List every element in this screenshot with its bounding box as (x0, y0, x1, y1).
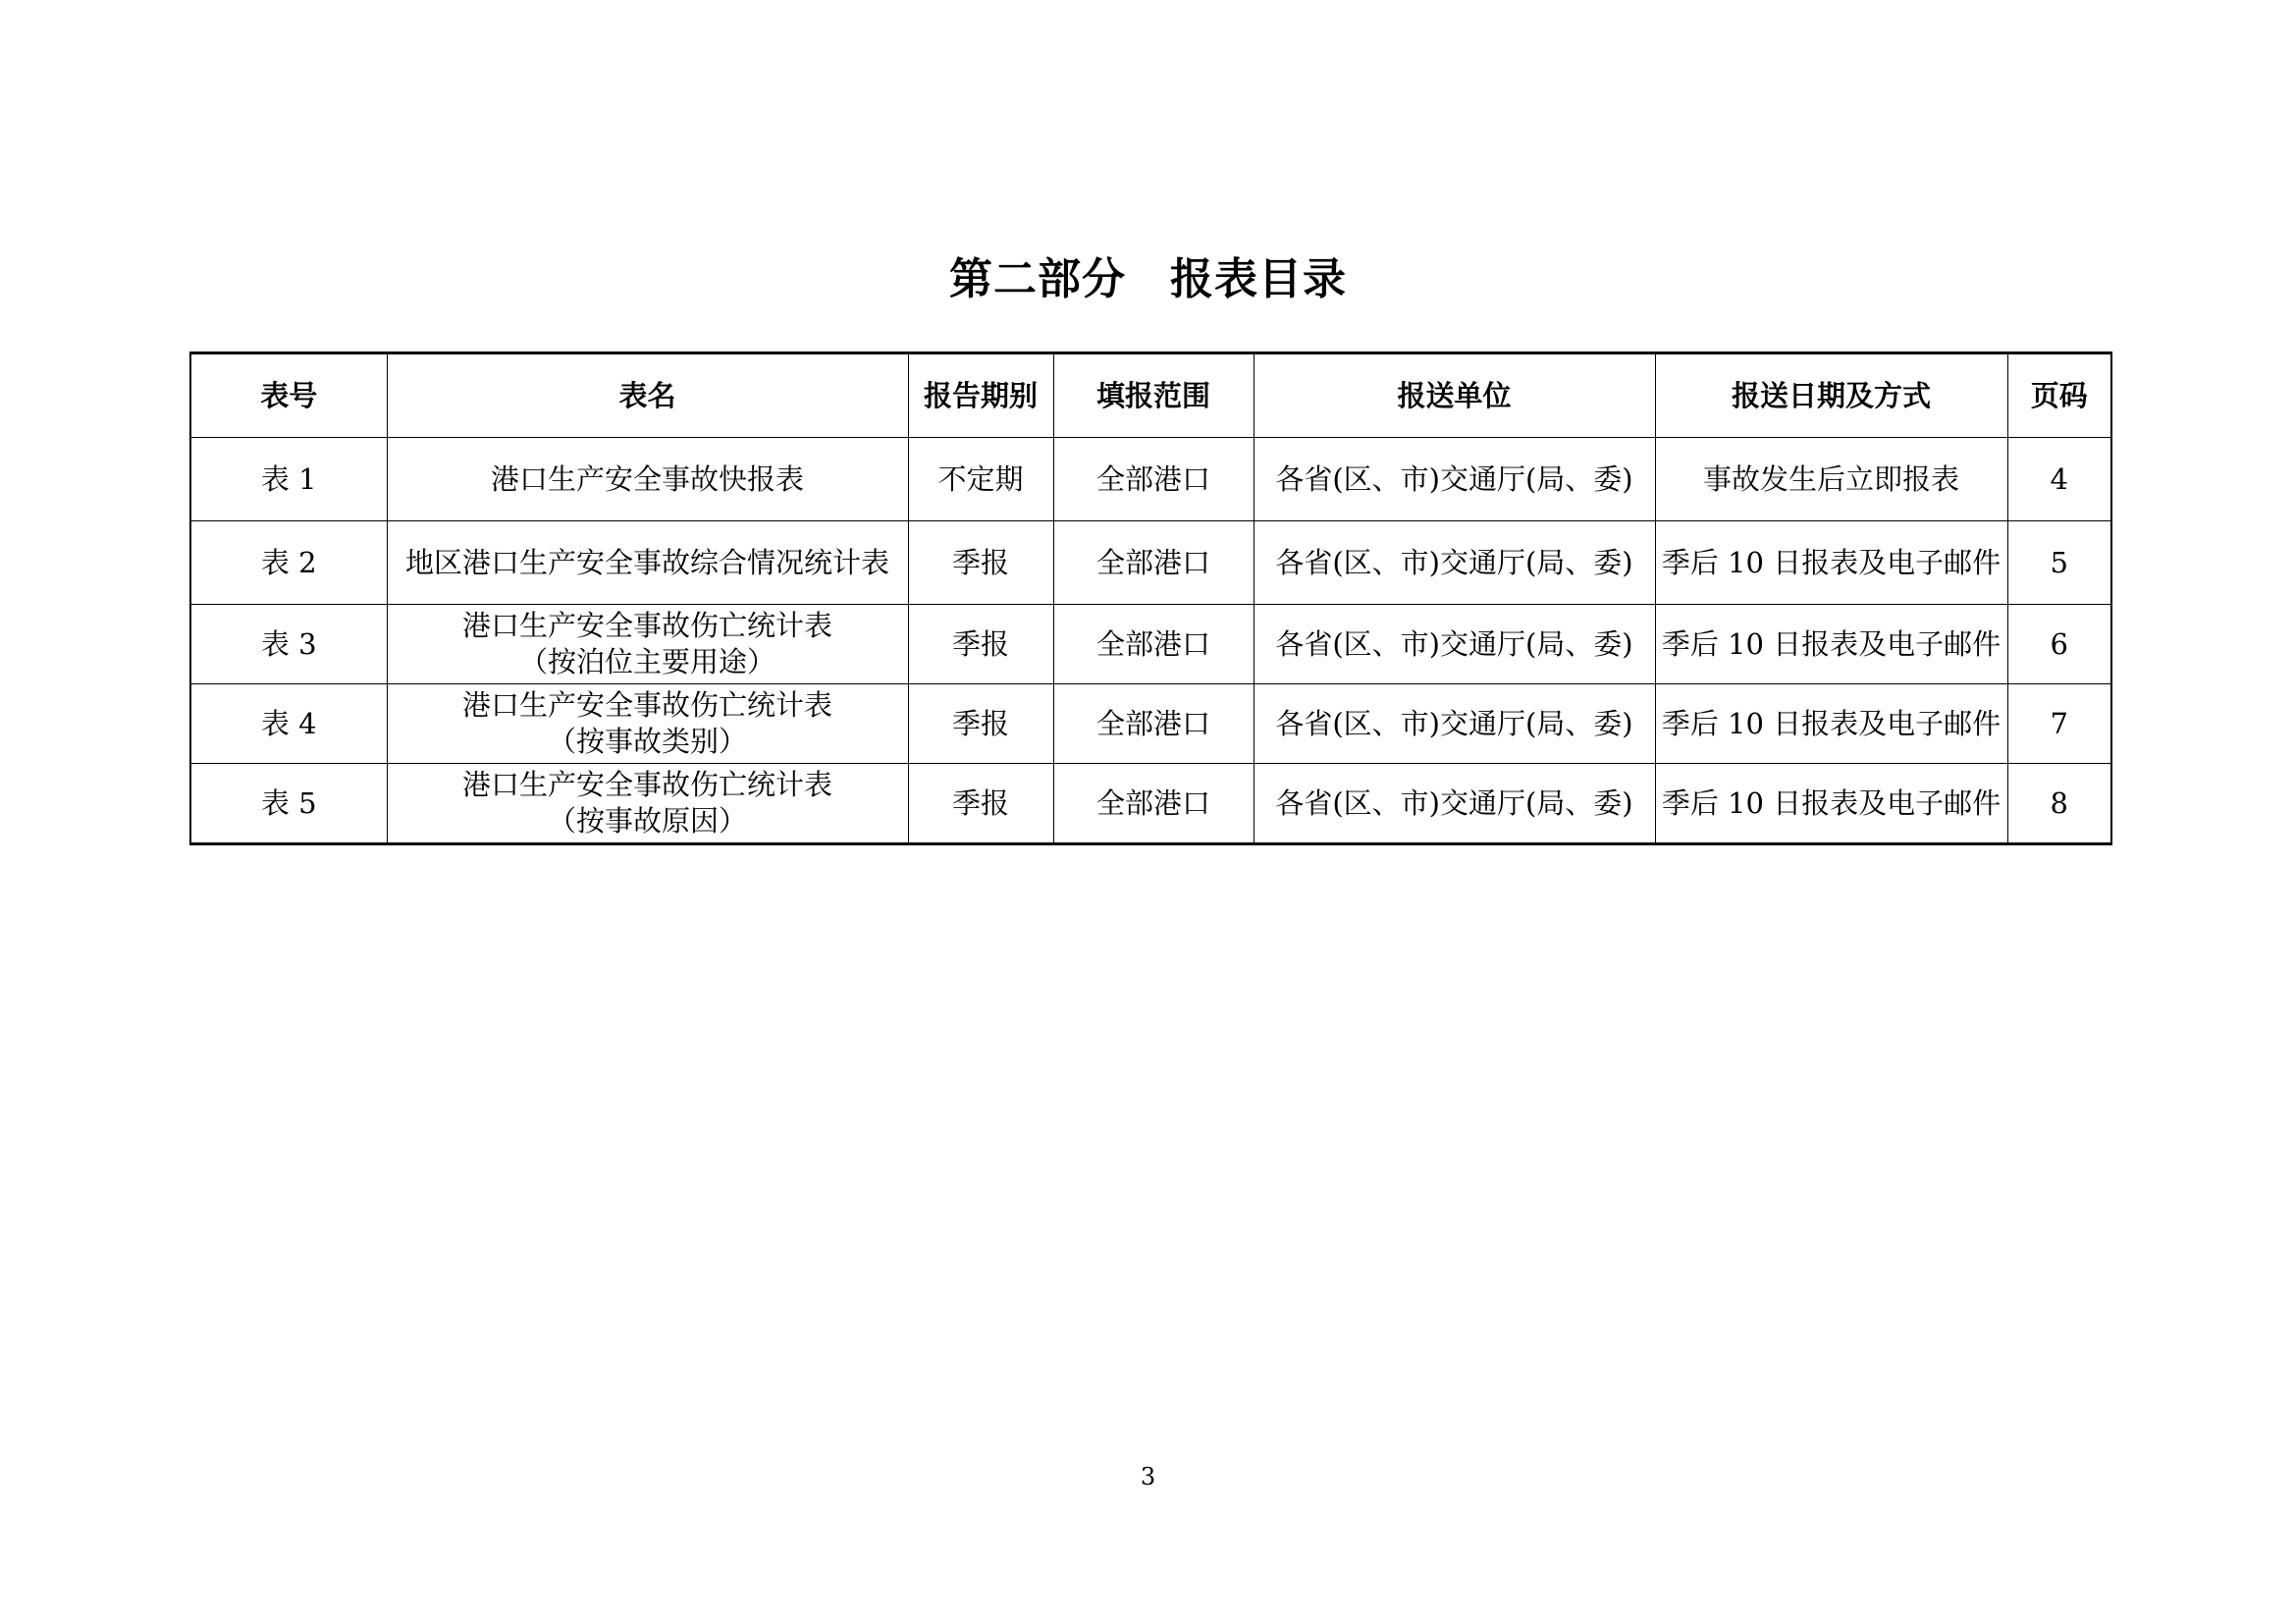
table-header-row (190, 353, 2111, 438)
cell-submit-date-method: 季后 10 日报表及电子邮件 (1655, 684, 2007, 764)
cell-table-no: 表 3 (190, 605, 387, 684)
table-name-subline: （按泊位主要用途） (518, 645, 775, 678)
cell-submitting-unit: 各省(区、市)交通厅(局、委) (1254, 605, 1655, 684)
cell-table-no: 表 1 (190, 438, 387, 521)
table-name-subline: （按事故类别） (547, 725, 747, 758)
cell-table-no: 表 2 (190, 521, 387, 605)
cell-table-no: 表 5 (190, 764, 387, 844)
table-row (190, 684, 2111, 764)
table-name-line: 港口生产安全事故伤亡统计表 (461, 768, 832, 801)
cell-page-no: 6 (2007, 605, 2111, 684)
table-row (190, 764, 2111, 844)
cell-table-name (387, 764, 908, 844)
table-name-subline: （按事故原因） (547, 804, 747, 838)
header-submitting-unit: 报送单位 (1254, 353, 1655, 438)
cell-page-no: 8 (2007, 764, 2111, 844)
cell-submitting-unit: 各省(区、市)交通厅(局、委) (1254, 764, 1655, 844)
table-name-line: 港口生产安全事故伤亡统计表 (461, 609, 832, 642)
header-page-no: 页码 (2007, 353, 2111, 438)
page-title: 第二部分 报表目录 (949, 254, 1347, 304)
cell-submit-date-method: 季后 10 日报表及电子邮件 (1655, 521, 2007, 605)
cell-submitting-unit: 各省(区、市)交通厅(局、委) (1254, 521, 1655, 605)
cell-fill-scope: 全部港口 (1053, 764, 1254, 844)
cell-report-period: 季报 (908, 521, 1053, 605)
cell-table-name (387, 684, 908, 764)
table-row (190, 605, 2111, 684)
cell-submit-date-method: 季后 10 日报表及电子邮件 (1655, 764, 2007, 844)
cell-submitting-unit: 各省(区、市)交通厅(局、委) (1254, 684, 1655, 764)
cell-fill-scope: 全部港口 (1053, 438, 1254, 521)
cell-report-period: 不定期 (908, 438, 1053, 521)
cell-table-no: 表 4 (190, 684, 387, 764)
cell-report-period: 季报 (908, 605, 1053, 684)
header-table-no: 表号 (190, 353, 387, 438)
cell-fill-scope: 全部港口 (1053, 521, 1254, 605)
cell-page-no: 4 (2007, 438, 2111, 521)
header-table-name: 表名 (387, 353, 908, 438)
table-name-line: 港口生产安全事故伤亡统计表 (461, 688, 832, 722)
cell-table-name (387, 438, 908, 521)
cell-fill-scope: 全部港口 (1053, 684, 1254, 764)
cell-table-name (387, 605, 908, 684)
cell-submit-date-method: 季后 10 日报表及电子邮件 (1655, 605, 2007, 684)
header-report-period: 报告期别 (908, 353, 1053, 438)
cell-page-no: 7 (2007, 684, 2111, 764)
cell-submitting-unit: 各省(区、市)交通厅(局、委) (1254, 438, 1655, 521)
table-name-line: 港口生产安全事故快报表 (490, 461, 804, 496)
cell-report-period: 季报 (908, 684, 1053, 764)
cell-fill-scope: 全部港口 (1053, 605, 1254, 684)
cell-report-period: 季报 (908, 764, 1053, 844)
table-name-line: 地区港口生产安全事故综合情况统计表 (404, 545, 889, 579)
header-fill-scope: 填报范围 (1053, 353, 1254, 438)
table-row (190, 438, 2111, 521)
page-number: 3 (1140, 1463, 1156, 1490)
cell-page-no: 5 (2007, 521, 2111, 605)
header-submit-date-method: 报送日期及方式 (1655, 353, 2007, 438)
cell-table-name (387, 521, 908, 605)
report-catalog-table (189, 352, 2112, 845)
cell-submit-date-method: 事故发生后立即报表 (1655, 438, 2007, 521)
table-row (190, 521, 2111, 605)
